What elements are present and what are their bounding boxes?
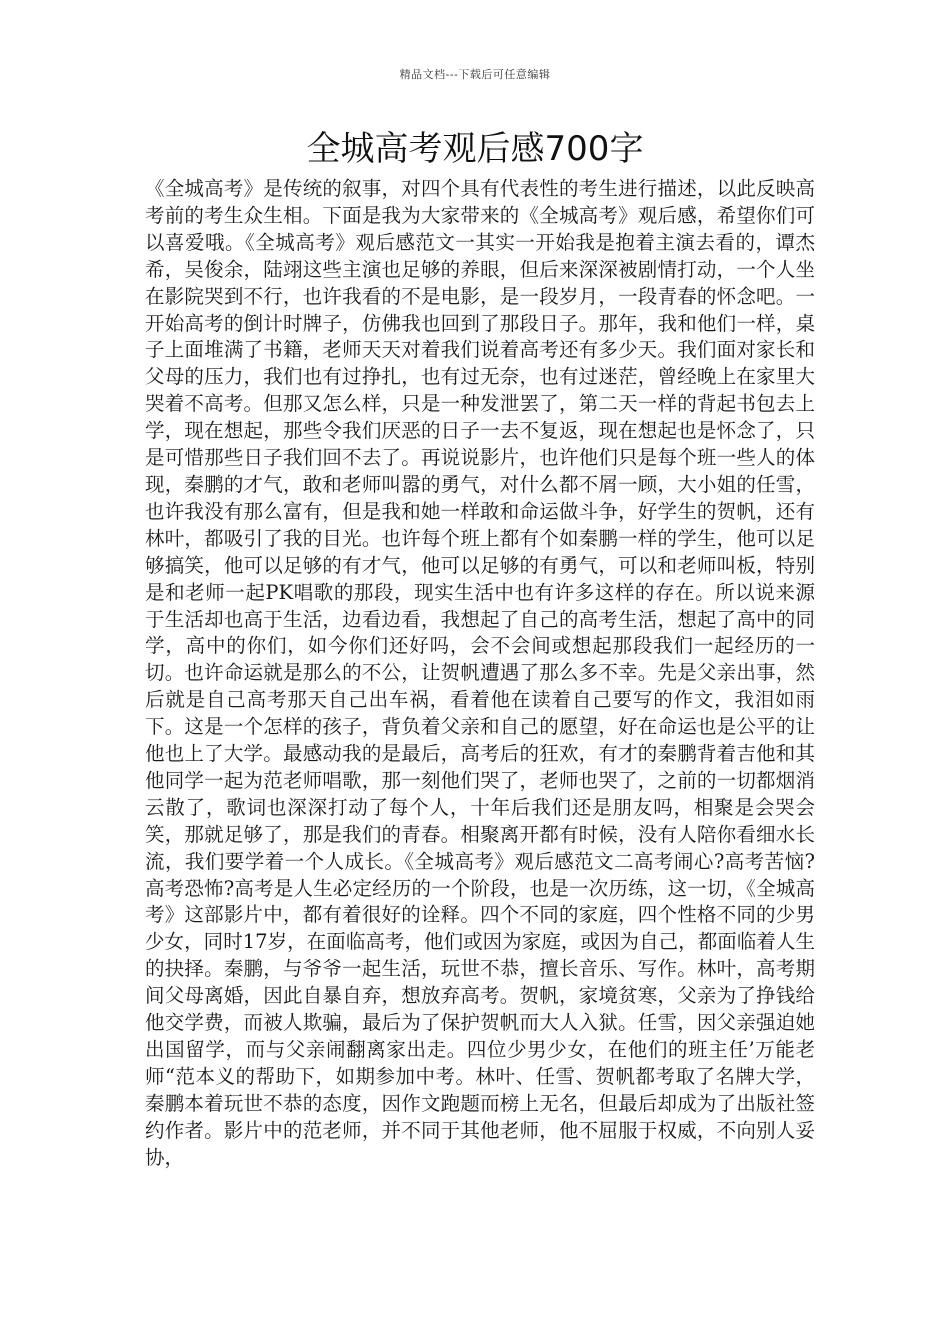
page-title: 全城高考观后感700字: [306, 129, 644, 169]
body-text: 《全城高考》是传统的叙事，对四个具有代表性的考生进行描述，以此反映高考前的考生众生相。下面是我为大家带来的《全城高考》观后感，希望你们可以喜爱哦。《全城高考》观后感范文一其实一开始我是抱着主演去看的，谭杰希，吴俊余，陆翊这些主演也足够的养眼，但后来深深被剧情打动，一个人坐在影院哭到不行，也许我看的不是电影，是一段岁月，一段青春的怀念吧。一开始高考的倒计时牌子，仿佛我也回到了那段日子。那年，我和他们一样，桌子上面堆满了书籍，老师天天对着我们说着高考还有多少天。我们面对家长和父母的压力，我们也有过挣扎，也有过无奈，也有过迷茫，曾经晚上在家里大哭着不高考。但那又怎么样，只是一种发泄罢了，第二天一样的背起书包去上学，现在想起，那些令我们厌恶的日子一去不复返，现在想起也是怀念了，只是可惜那些日子我们回不去了。再说说影片，也许他们只是每个班一些人的体现，秦鹏的才气，敢和老师叫嚣的勇气，对什么都不屑一顾，大小姐的任雪，也许我没有那么富有，但是我和她一样敢和命运做斗争，好学生的贺帆，还有林叶，都吸引了我的目光。也许每个班上都有个如秦鹏一样的学生，他可以足够搞笑，他可以足够的有才气，他可以足够的有勇气，可以和老师叫板，特别是和老师一起PK唱歌的那段，现实生活中也有许多这样的存在。所以说来源于生活却也高于生活，边看边看，我想起了自己的高考生活，想起了高中的同学，高中的你们，如今你们还好吗，会不会间或想起那段我们一起经历的一切。也许命运就是那么的不公，让贺帆遭遇了那么多不幸。先是父亲出事，然后就是自己高考那天自己出车祸，看着他在读着自己要写的作文，我泪如雨下。这是一个怎样的孩子，背负着父亲和自己的愿望，好在命运也是公平的让他也上了大学。最感动我的是最后，高考后的狂欢，有才的秦鹏背着吉他和其他同学一起为范老师唱歌，那一刻他们哭了，老师也哭了，之前的一切都烟消云散了，歌词也深深打动了每个人，十年后我们还是朋友吗，相聚是会哭会笑，那就足够了，那是我们的青春。相聚离开都有时候，没有人陪你看细水长流，我们要学着一个人成长。《全城高考》观后感范文二高考闹心?高考苦恼?高考恐怖?高考是人生必定经历的一个阶段，也是一次历练，这一切，《全城高考》这部影片中，都有着很好的诠释。四个不同的家庭，四个性格不同的少男少女，同时17岁，在面临高考，他们或因为家庭，或因为自己，都面临着人生的抉择。秦鹏，与爷爷一起生活，玩世不恭，擅长音乐、写作。林叶，高考期间父母离婚，因此自暴自弃，想放弃高考。贺帆，家境贫寒，父亲为了挣钱给他交学费，而被人欺骗，最后为了保护贺帆而大人入狱。任雪，因父亲强迫她出国留学，而与父亲闹翻离家出走。四位少男少女，在他们的班主任’万能老师“范本义的帮助下，如期参加中考。林叶、任雪、贺帆都考取了名牌大学，秦鹏本着玩世不恭的态度，因作文跑题而榜上无名，但最后却成为了出版社签约作者。影片中的范老师，并不同于其他老师，他不屈服于权威，不向别人妥协，: [145, 177, 815, 1169]
header-note: 精品文档---下载后可任意编辑: [399, 68, 551, 81]
